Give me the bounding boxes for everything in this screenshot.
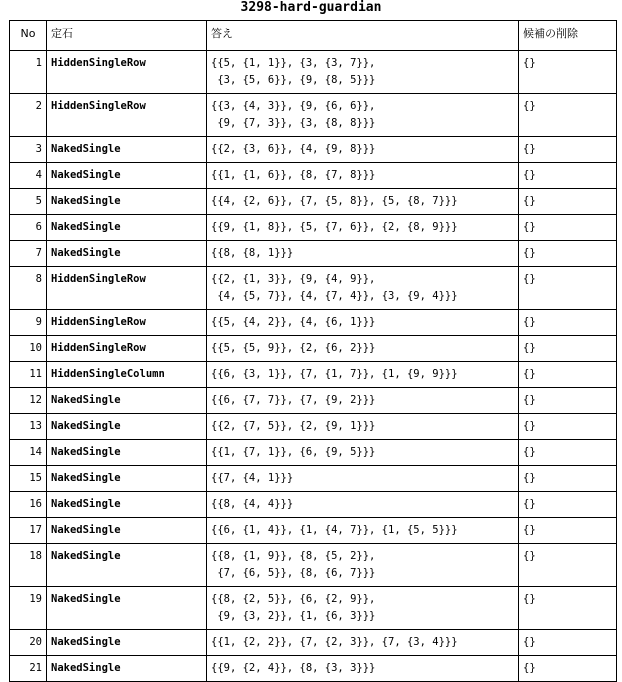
row-elimination: {} — [519, 215, 617, 241]
row-elimination: {} — [519, 630, 617, 656]
row-technique: HiddenSingleRow — [47, 336, 207, 362]
row-elimination: {} — [519, 518, 617, 544]
row-elimination: {} — [519, 163, 617, 189]
row-technique: NakedSingle — [47, 414, 207, 440]
row-elimination: {} — [519, 94, 617, 137]
row-elimination: {} — [519, 241, 617, 267]
row-elimination: {} — [519, 310, 617, 336]
row-number: 16 — [10, 492, 47, 518]
row-answer: {{5, {1, 1}}, {3, {3, 7}}, {3, {5, 6}}, {9, {8, 5}}} — [207, 51, 519, 94]
row-technique: HiddenSingleColumn — [47, 362, 207, 388]
row-technique: NakedSingle — [47, 137, 207, 163]
solution-steps-table — [9, 20, 617, 682]
row-technique: NakedSingle — [47, 518, 207, 544]
row-number: 13 — [10, 414, 47, 440]
row-answer: {{1, {1, 6}}, {8, {7, 8}}} — [207, 163, 519, 189]
row-answer: {{9, {1, 8}}, {5, {7, 6}}, {2, {8, 9}}} — [207, 215, 519, 241]
header-answer: 答え — [207, 21, 519, 51]
row-elimination: {} — [519, 440, 617, 466]
row-answer: {{6, {3, 1}}, {7, {1, 7}}, {1, {9, 9}}} — [207, 362, 519, 388]
row-technique: NakedSingle — [47, 587, 207, 630]
row-elimination: {} — [519, 388, 617, 414]
table-row — [10, 587, 617, 630]
table-row — [10, 414, 617, 440]
row-number: 7 — [10, 241, 47, 267]
table-row — [10, 362, 617, 388]
row-number: 18 — [10, 544, 47, 587]
row-number: 4 — [10, 163, 47, 189]
table-row — [10, 630, 617, 656]
row-elimination: {} — [519, 414, 617, 440]
table-row — [10, 388, 617, 414]
row-answer: {{8, {1, 9}}, {8, {5, 2}}, {7, {6, 5}}, {8, {6, 7}}} — [207, 544, 519, 587]
row-technique: HiddenSingleRow — [47, 310, 207, 336]
row-elimination: {} — [519, 137, 617, 163]
row-answer: {{8, {4, 4}}} — [207, 492, 519, 518]
row-number: 5 — [10, 189, 47, 215]
row-technique: NakedSingle — [47, 388, 207, 414]
row-technique: NakedSingle — [47, 466, 207, 492]
row-answer: {{2, {3, 6}}, {4, {9, 8}}} — [207, 137, 519, 163]
row-elimination: {} — [519, 336, 617, 362]
row-elimination: {} — [519, 587, 617, 630]
row-number: 21 — [10, 656, 47, 682]
row-answer: {{2, {1, 3}}, {9, {4, 9}}, {4, {5, 7}}, {4, {7, 4}}, {3, {9, 4}}} — [207, 267, 519, 310]
row-number: 9 — [10, 310, 47, 336]
row-technique: NakedSingle — [47, 630, 207, 656]
row-number: 8 — [10, 267, 47, 310]
row-elimination: {} — [519, 656, 617, 682]
row-technique: NakedSingle — [47, 656, 207, 682]
row-technique: NakedSingle — [47, 163, 207, 189]
table-header-row — [10, 21, 617, 51]
row-answer: {{7, {4, 1}}} — [207, 466, 519, 492]
row-number: 14 — [10, 440, 47, 466]
row-answer: {{8, {2, 5}}, {6, {2, 9}}, {9, {3, 2}}, {1, {6, 3}}} — [207, 587, 519, 630]
row-answer: {{3, {4, 3}}, {9, {6, 6}}, {9, {7, 3}}, {3, {8, 8}}} — [207, 94, 519, 137]
table-row — [10, 492, 617, 518]
row-answer: {{1, {7, 1}}, {6, {9, 5}}} — [207, 440, 519, 466]
row-number: 17 — [10, 518, 47, 544]
table-row — [10, 215, 617, 241]
table-row — [10, 440, 617, 466]
header-technique: 定石 — [47, 21, 207, 51]
row-elimination: {} — [519, 267, 617, 310]
row-number: 19 — [10, 587, 47, 630]
table-row — [10, 94, 617, 137]
row-answer: {{9, {2, 4}}, {8, {3, 3}}} — [207, 656, 519, 682]
row-technique: NakedSingle — [47, 544, 207, 587]
row-number: 15 — [10, 466, 47, 492]
page-title: 3298-hard-guardian — [240, 0, 382, 15]
row-number: 6 — [10, 215, 47, 241]
row-number: 3 — [10, 137, 47, 163]
table-row — [10, 163, 617, 189]
row-technique: NakedSingle — [47, 492, 207, 518]
row-answer: {{5, {4, 2}}, {4, {6, 1}}} — [207, 310, 519, 336]
row-answer: {{4, {2, 6}}, {7, {5, 8}}, {5, {8, 7}}} — [207, 189, 519, 215]
table-row — [10, 656, 617, 682]
row-answer: {{1, {2, 2}}, {7, {2, 3}}, {7, {3, 4}}} — [207, 630, 519, 656]
row-technique: HiddenSingleRow — [47, 51, 207, 94]
row-number: 12 — [10, 388, 47, 414]
table-row — [10, 544, 617, 587]
table-row — [10, 466, 617, 492]
row-technique: NakedSingle — [47, 189, 207, 215]
row-technique: NakedSingle — [47, 215, 207, 241]
row-technique: NakedSingle — [47, 241, 207, 267]
table-row — [10, 137, 617, 163]
row-elimination: {} — [519, 492, 617, 518]
row-elimination: {} — [519, 189, 617, 215]
table-row — [10, 310, 617, 336]
row-answer: {{6, {7, 7}}, {7, {9, 2}}} — [207, 388, 519, 414]
row-answer: {{6, {1, 4}}, {1, {4, 7}}, {1, {5, 5}}} — [207, 518, 519, 544]
header-elimination: 候補の削除 — [519, 21, 617, 51]
row-number: 11 — [10, 362, 47, 388]
row-number: 1 — [10, 51, 47, 94]
table-row — [10, 51, 617, 94]
table-row — [10, 267, 617, 310]
table-row — [10, 189, 617, 215]
row-answer: {{8, {8, 1}}} — [207, 241, 519, 267]
row-elimination: {} — [519, 544, 617, 587]
row-number: 2 — [10, 94, 47, 137]
row-number: 10 — [10, 336, 47, 362]
table-row — [10, 241, 617, 267]
row-answer: {{5, {5, 9}}, {2, {6, 2}}} — [207, 336, 519, 362]
row-technique: NakedSingle — [47, 440, 207, 466]
row-technique: HiddenSingleRow — [47, 94, 207, 137]
row-elimination: {} — [519, 362, 617, 388]
row-number: 20 — [10, 630, 47, 656]
table-row — [10, 336, 617, 362]
row-elimination: {} — [519, 51, 617, 94]
row-technique: HiddenSingleRow — [47, 267, 207, 310]
row-elimination: {} — [519, 466, 617, 492]
row-answer: {{2, {7, 5}}, {2, {9, 1}}} — [207, 414, 519, 440]
table-row — [10, 518, 617, 544]
header-no: No — [10, 21, 47, 51]
